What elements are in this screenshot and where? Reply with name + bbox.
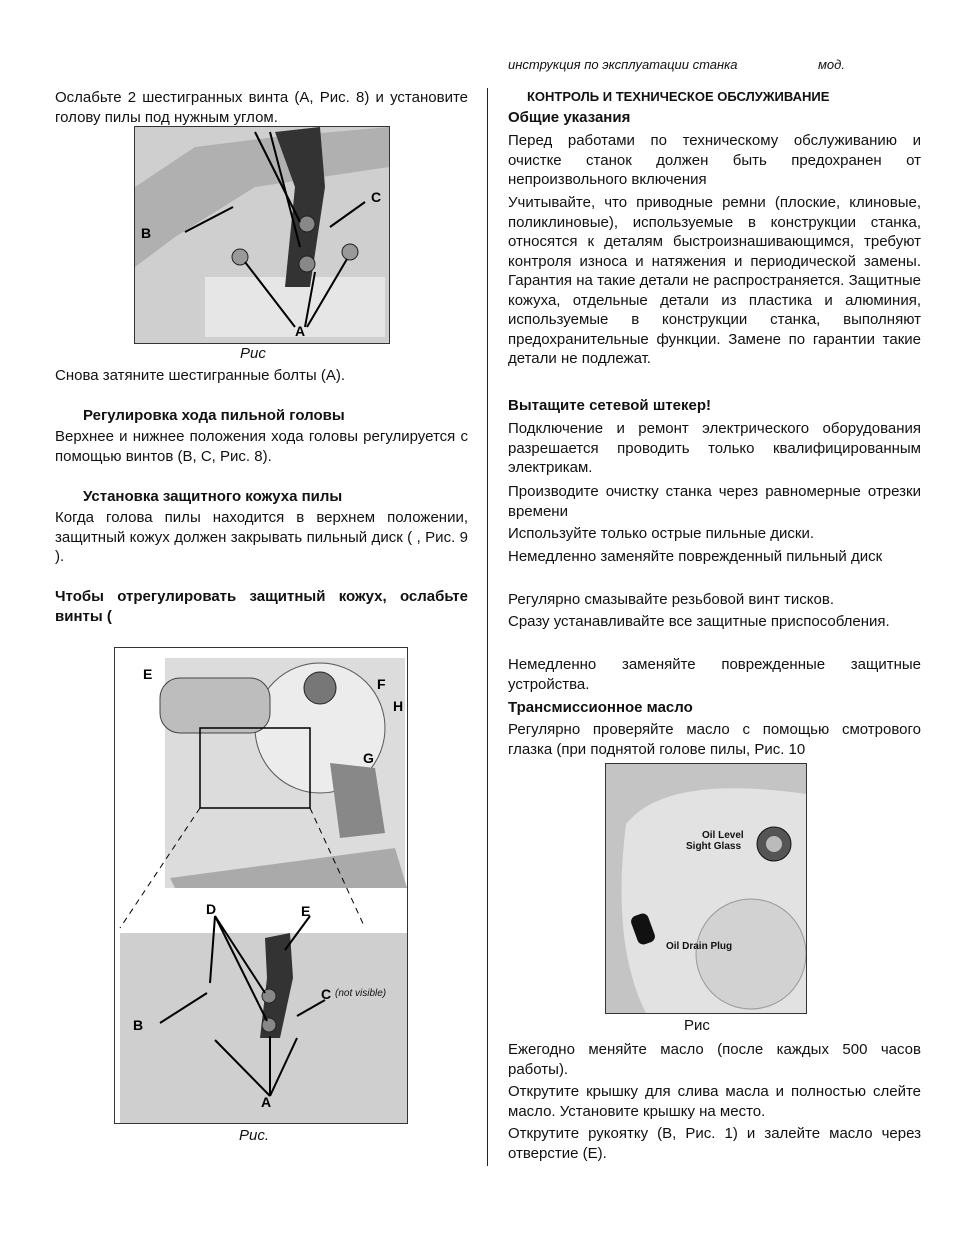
figure-10-image: [605, 763, 807, 1014]
figure-9-frame: [114, 647, 408, 1124]
figure-9-label-g: G: [363, 750, 374, 766]
right-paragraph-3: Подключение и ремонт электрического оборудования разрешается проводить только квалифицированным электрикам.: [508, 420, 921, 476]
header-model: мод.: [818, 57, 845, 72]
figure-9-label-c: C: [321, 986, 332, 1002]
figure-9-label-d: D: [206, 901, 217, 917]
right-paragraph-8: Сразу устанавливайте все защитные приспособления.: [508, 613, 890, 630]
heading-oil: Трансмиссионное масло: [508, 699, 693, 716]
figure-9-label-h: H: [393, 698, 404, 714]
right-paragraph-10: Регулярно проверяйте масло с помощью смотрового глазка (при поднятой голове пилы, Рис. 10: [508, 721, 921, 758]
figure-9-label-f: F: [377, 676, 386, 692]
figure-8-caption: Рис: [240, 345, 266, 362]
figure-8-label-b: B: [141, 225, 152, 241]
section-heading-maintenance: КОНТРОЛЬ И ТЕХНИЧЕСКОЕ ОБСЛУЖИВАНИЕ: [527, 89, 830, 104]
heading-stroke-adjust: Регулировка хода пильной головы: [83, 407, 345, 424]
figure-9-label-b: B: [133, 1017, 144, 1033]
right-paragraph-11: Ежегодно меняйте масло (после каждых 500 часов работы).: [508, 1041, 921, 1078]
right-paragraph-1: Перед работами по техническому обслуживанию и очистке станок должен быть предохранен от непроизвольного включения: [508, 132, 921, 188]
figure-8-image: [134, 126, 390, 344]
right-paragraph-4: Производите очистку станка через равномерные отрезки времени: [508, 483, 921, 520]
heading-general: Общие указания: [508, 109, 631, 126]
left-paragraph-4: Когда голова пилы находится в верхнем положении, защитный кожух должен закрывать пильный диск ( , Рис. 9 ).: [55, 509, 468, 565]
figure-9-drawing: [115, 648, 407, 1123]
figure-10-drawing: [606, 764, 806, 1013]
header-title: инструкция по эксплуатации станка: [508, 57, 738, 72]
heading-unplug: Вытащите сетевой штекер!: [508, 397, 712, 414]
heading-guard-install: Установка защитного кожуха пилы: [83, 488, 343, 505]
figure-10-label-sight-glass: Sight Glass: [686, 841, 742, 852]
figure-10-caption: Рис: [684, 1017, 710, 1034]
right-paragraph-7: Регулярно смазывайте резьбовой винт тисков.: [508, 591, 835, 608]
right-paragraph-9: Немедленно заменяйте поврежденные защитные устройства.: [508, 656, 921, 693]
figure-9-label-e2: E: [301, 903, 311, 919]
right-paragraph-5: Используйте только острые пильные диски.: [508, 525, 815, 542]
right-paragraph-13: Открутите рукоятку (В, Рис. 1) и залейте масло через отверстие (Е).: [508, 1125, 921, 1162]
page-header: [508, 57, 845, 72]
right-paragraph-2: Учитывайте, что приводные ремни (плоские, клиновые, поликлиновые), используемые в конструкции станка, относятся к деталям быстроизнашивающимся, требуют контроля износа и натяжения и периодической замены. Гарантия на такие детали не распространяется. Защитные кожуха, отдельные детали из пластика и алюминия, используемые в конструкции станка, выполняют предохранительные функции. Замене по гарантии такие детали не подлежат.: [508, 194, 921, 367]
figure-9-label-a: A: [261, 1094, 272, 1110]
heading-guard-adjust: Чтобы отрегулировать защитный кожух, ослабьте винты (: [55, 588, 468, 625]
figure-9-caption: Рис.: [239, 1127, 270, 1144]
figure-8-label-c: C: [371, 189, 382, 205]
right-paragraph-12: Открутите крышку для слива масла и полностью слейте масло. Установите крышку на место.: [508, 1083, 921, 1120]
left-paragraph-1: Ослабьте 2 шестигранных винта (А, Рис. 8) и установите голову пилы под нужным углом.: [55, 89, 468, 126]
figure-9-label-e: E: [143, 666, 153, 682]
figure-10-label-oil-drain-plug: Oil Drain Plug: [666, 941, 733, 952]
column-divider: [487, 88, 488, 1166]
left-paragraph-3: Верхнее и нижнее положения хода головы регулируется с помощью винтов (В, С, Рис. 8).: [55, 428, 468, 465]
left-paragraph-2: Снова затяните шестигранные болты (А).: [55, 367, 346, 384]
figure-9-label-not-visible: (not visible): [335, 988, 387, 999]
figure-8-label-a: A: [295, 323, 306, 339]
right-paragraph-6: Немедленно заменяйте поврежденный пильный диск: [508, 548, 883, 565]
figure-10-label-oil-level: Oil Level: [702, 830, 744, 841]
figure-8-drawing: [135, 127, 389, 343]
